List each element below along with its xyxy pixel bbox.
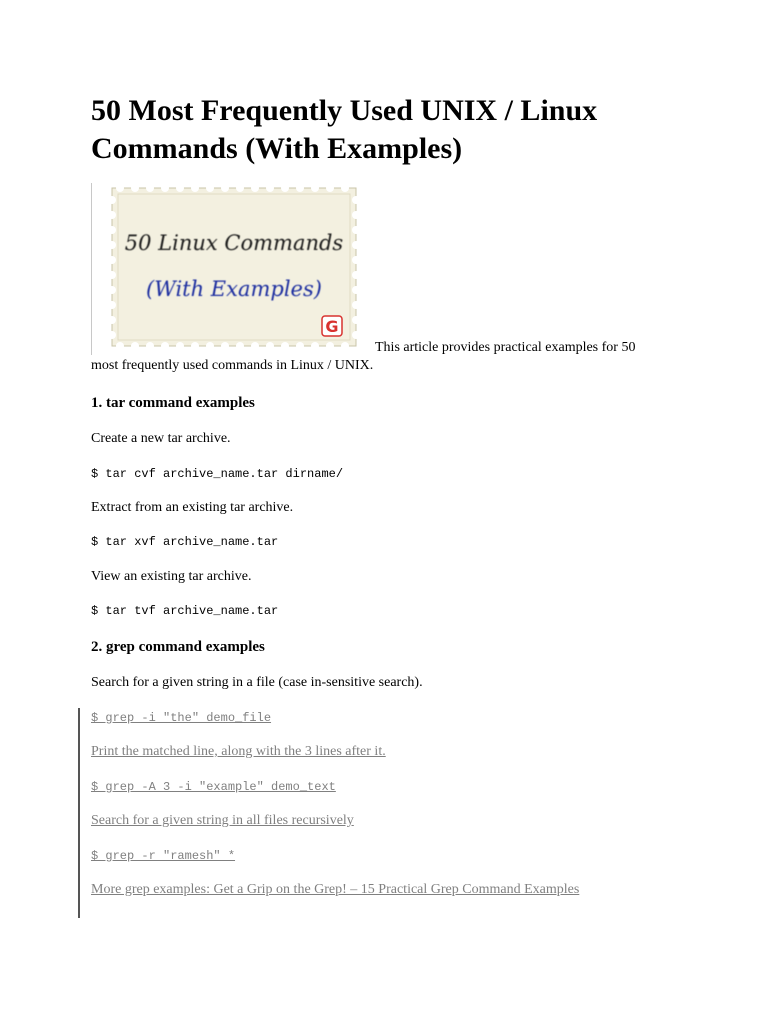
tar-create-code: $ tar cvf archive_name.tar dirname/ (91, 467, 344, 481)
tar-extract-text: Extract from an existing tar archive. (91, 500, 294, 515)
intro-text-rest: most frequently used commands in Linux / UNIX. (91, 358, 374, 373)
grep-after-lines-code[interactable]: $ grep -A 3 -i "example" demo_text (91, 780, 336, 794)
tar-extract-code: $ tar xvf archive_name.tar (91, 535, 279, 549)
tar-create-text: Create a new tar archive. (91, 431, 231, 446)
tar-view-text: View an existing tar archive. (91, 569, 252, 584)
stamp-graphic (108, 184, 360, 350)
grep-recursive-code[interactable]: $ grep -r "ramesh" * (91, 849, 236, 863)
grep-intro-text: Search for a given string in a file (case in-sensitive search). (91, 675, 423, 690)
section-heading-grep: 2. grep command examples (91, 639, 265, 655)
badge-letter: G (325, 317, 339, 336)
grep-case-insensitive-code[interactable]: $ grep -i "the" demo_file (91, 711, 272, 725)
image-line-1: 50 Linux Commands (124, 231, 344, 255)
grep-after-lines-text[interactable]: Print the matched line, along with the 3 lines after it. (91, 744, 386, 759)
section-heading-tar: 1. tar command examples (91, 395, 255, 411)
figure-divider (91, 183, 92, 355)
article-title: 50 Most Frequently Used UNIX / Linux Commands (With Examples) (91, 94, 598, 165)
grep-more-examples-link[interactable]: More grep examples: Get a Grip on the Grep! – 15 Practical Grep Command Examples (91, 882, 580, 897)
blockquote-bar (78, 708, 80, 918)
intro-text-lead: This article provides practical examples for 50 (375, 340, 636, 355)
stamp-paper (112, 188, 356, 346)
article-image (108, 184, 360, 350)
image-line-2: (With Examples) (146, 277, 322, 301)
grep-recursive-text[interactable]: Search for a given string in all files recursively (91, 813, 354, 828)
tar-view-code: $ tar tvf archive_name.tar (91, 604, 279, 618)
